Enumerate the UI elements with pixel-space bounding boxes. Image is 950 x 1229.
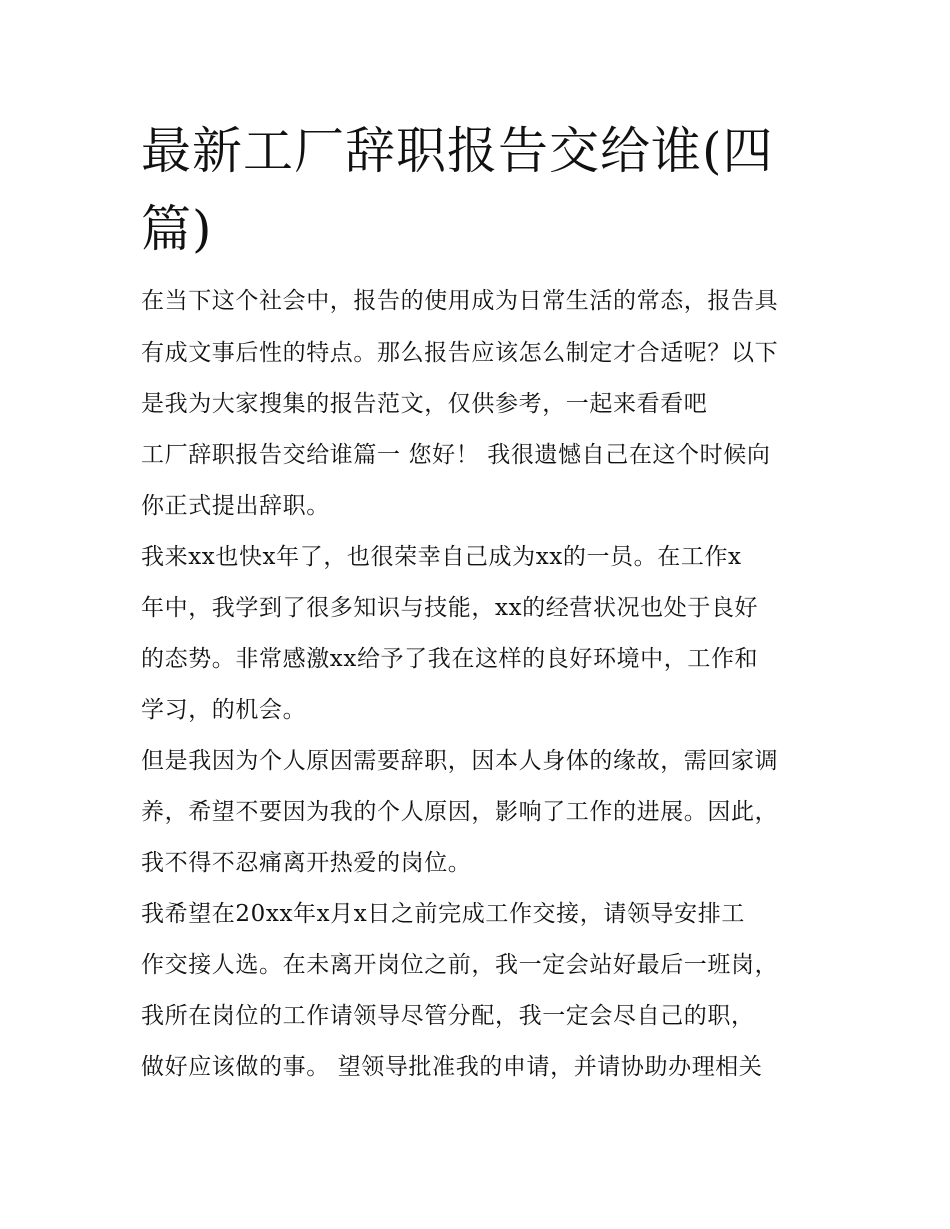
- body-line-6: 我来xx也快x年了，也很荣幸自己成为xx的一员。在工作x: [141, 544, 742, 570]
- body-line-12: 我不得不忍痛离开热爱的岗位。: [141, 850, 472, 876]
- body-line-4: 工厂辞职报告交给谁篇一 您好！ 我很遗憾自己在这个时候向: [141, 442, 771, 468]
- body-line-1: 在当下这个社会中，报告的使用成为日常生活的常态，报告具: [141, 288, 779, 314]
- body-line-10: 但是我因为个人原因需要辞职，因本人身体的缘故，需回家调: [141, 748, 779, 774]
- body-line-11: 养，希望不要因为我的个人原因，影响了工作的进展。因此，: [141, 799, 779, 825]
- body-line-3: 是我为大家搜集的报告范文，仅供参考，一起来看看吧: [141, 391, 708, 417]
- body-line-2: 有成文事后性的特点。那么报告应该怎么制定才合适呢？以下: [141, 340, 779, 366]
- document-title: 最新工厂辞职报告交给谁(四篇): [141, 122, 774, 258]
- body-line-5: 你正式提出辞职。: [141, 493, 330, 519]
- body-line-14: 作交接人选。在未离开岗位之前，我一定会站好最后一班岗，: [141, 952, 779, 978]
- body-line-15: 我所在岗位的工作请领导尽管分配，我一定会尽自己的职，: [141, 1003, 755, 1029]
- body-line-9: 学习，的机会。: [141, 697, 307, 723]
- body-line-8: 的态势。非常感激xx给予了我在这样的良好环境中，工作和: [141, 646, 759, 672]
- body-line-7: 年中，我学到了很多知识与技能，xx的经营状况也处于良好: [141, 595, 759, 621]
- body-line-16: 做好应该做的事。 望领导批准我的申请，并请协助办理相关: [141, 1054, 763, 1080]
- body-line-13: 我希望在20xx年x月x日之前完成工作交接，请领导安排工: [141, 901, 745, 927]
